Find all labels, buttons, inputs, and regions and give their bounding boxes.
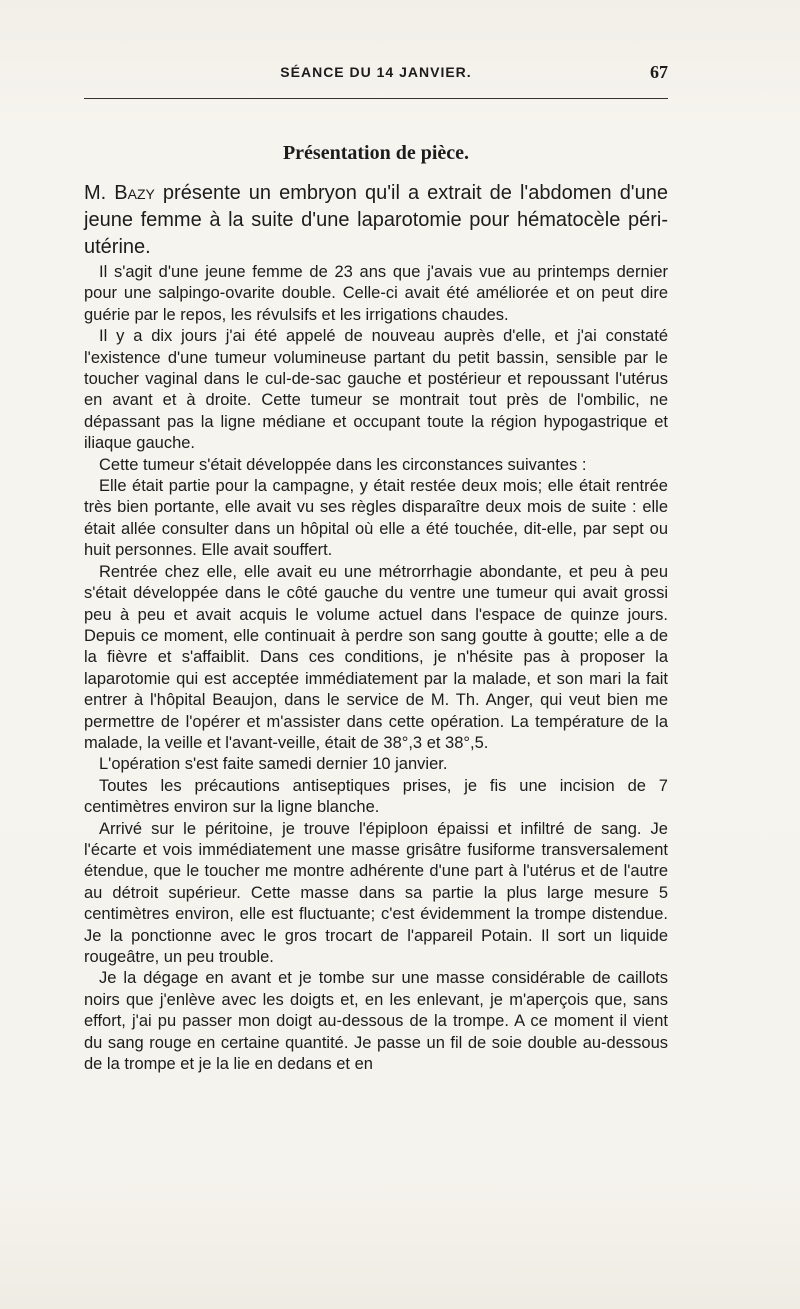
paragraph-6: L'opération s'est faite samedi dernier 10 janvier. <box>99 755 448 774</box>
paragraph-3: Cette tumeur s'était développée dans les circonstances suivantes : <box>99 455 587 474</box>
lead-paragraph <box>84 180 668 261</box>
lead-author: Bazy <box>114 182 155 204</box>
header-rule <box>84 98 668 99</box>
paragraph-5: Rentrée chez elle, elle avait eu une métrorrhagie abondante, et peu à peu s'était développée dans le côté gauche du ventre une tumeur qui avait grossi peu à peu et avait acquis le volume actuel dans l'espace de quinze jours. Depuis ce moment, elle continuait à perdre son sang goutte à goutte; elle a de la fièvre et s'affaiblit. Dans ces conditions, je n'hésite pas à proposer la laparotomie qui est acceptée immédiatement par la malade, et son mari la fait entrer à l'hôpital Beaujon, dans le service de M. Th. Anger, qui veut bien me permettre de l'opérer et m'assister dans cette opération. La température de la malade, la veille et l'avant-veille, était de 38°,3 et 38°,5. <box>84 562 668 752</box>
page-number: 67 <box>650 62 668 82</box>
running-head: SÉANCE DU 14 JANVIER. <box>280 64 472 80</box>
lead-text: présente un embryon qu'il a extrait de l'abdomen d'une jeune femme à la suite d'une laparotomie pour hématocèle péri-utérine. <box>84 182 668 258</box>
paragraph-9: Je la dégage en avant et je tombe sur une masse considérable de caillots noirs que j'enlève avec les doigts et, en les enlevant, je m'aperçois que, sans effort, j'ai pu passer mon doigt au-dessous de la trompe. A ce moment il vient du sang rouge en certaine quantité. Je passe un fil de soie double au-dessous de la trompe et je la lie en dedans et en <box>84 969 668 1074</box>
paragraph-2: Il y a dix jours j'ai été appelé de nouveau auprès d'elle, et j'ai constaté l'existence d'une tumeur volumineuse partant du petit bassin, sensible par le toucher vaginal dans le cul-de-sac gauche et postérieur et repoussant l'utérus en avant et à droite. Cette tumeur se montrait tout près de l'ombilic, ne dépassant pas la ligne médiane et occupant toute la région hypogastrique et iliaque gauche. <box>84 327 668 453</box>
paragraph-4: Elle était partie pour la campagne, y était restée deux mois; elle était rentrée très bien portante, elle avait vu ses règles disparaître deux mois de suite : elle était allée consulter dans un hôpital où elle a été touchée, dit-elle, par sept ou huit personnes. Elle avait souffert. <box>84 477 668 560</box>
paragraph-7: Toutes les précautions antiseptiques prises, je fis une incision de 7 centimètres environ sur la ligne blanche. <box>84 776 668 817</box>
lead-prefix: M. <box>84 182 115 204</box>
body-text <box>84 262 668 1075</box>
page-header <box>84 62 668 92</box>
paragraph-1: Il s'agit d'une jeune femme de 23 ans que j'avais vue au printemps dernier pour une salpingo-ovarite double. Celle-ci avait été améliorée et on peut dire guérie par le repos, les révulsifs et les irrigations chaudes. <box>84 263 668 324</box>
section-title: Présentation de pièce. <box>282 142 470 164</box>
paragraph-8: Arrivé sur le péritoine, je trouve l'épiploon épaissi et infiltré de sang. Je l'écarte et vois immédiatement une masse grisâtre fusiforme transversalement étendue, que le toucher me montre adhérente d'une part à l'utérus et de l'autre au détroit supérieur. Cette masse dans sa partie la plus large mesure 5 centimètres environ, elle est fluctuante; c'est évidemment la trompe distendue. Je la ponctionne avec le gros trocart de l'appareil Potain. Il sort un liquide rougeâtre, un peu trouble. <box>84 819 668 966</box>
